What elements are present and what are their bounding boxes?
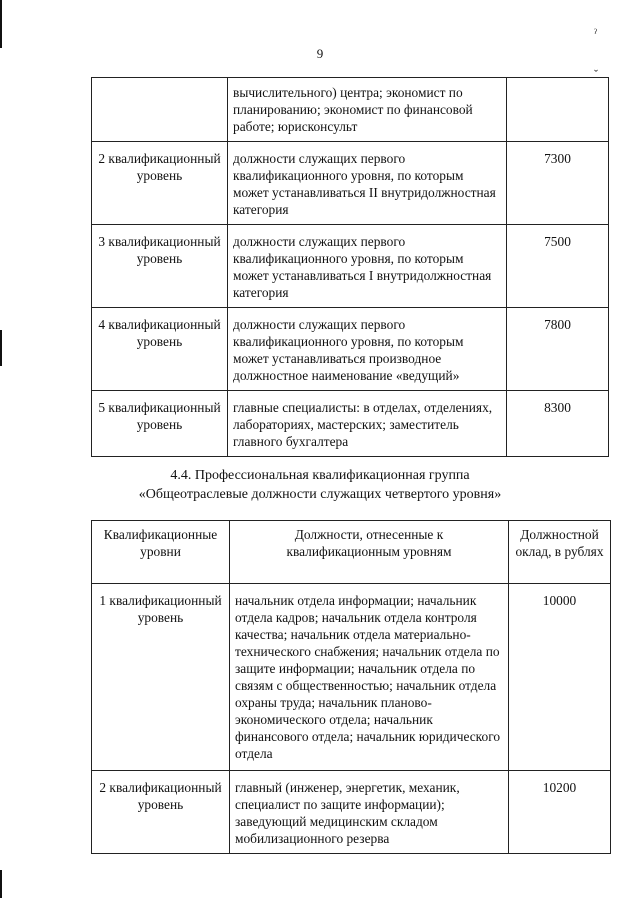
page-number: 9 (316, 46, 324, 61)
bottom-salary-table (91, 520, 611, 854)
scan-mark: ˬ (594, 58, 598, 72)
table-row (92, 584, 611, 771)
salary-cell: 8300 (507, 391, 609, 457)
table-row (92, 391, 609, 457)
positions-cell: главный (инженер, энергетик, механик, специалист по защите информации); заведующий медицинским складом мобилизационного резерва (230, 771, 509, 854)
level-cell: 2 квалификационный уровень (92, 771, 230, 854)
salary-cell: 7500 (507, 225, 609, 308)
table-row (92, 308, 609, 391)
table-row (92, 78, 609, 142)
table-row (92, 771, 611, 854)
table-row (92, 142, 609, 225)
salary-cell: 7800 (507, 308, 609, 391)
header-salary: Должностной оклад, в рублях (509, 521, 611, 584)
positions-cell: начальник отдела информации; начальник отдела кадров; начальник отдела контроля качества; начальник отдела материально-технического снабжения; начальник отдела по защите информации; начальник отдела по связям с общественностью; начальник отдела охраны труда; начальник планово-экономического отдела; начальник финансового отдела; начальник юридического отдела (230, 584, 509, 771)
positions-cell: должности служащих первого квалификационного уровня, по которым может устанавливаться производное должностное наименование «ведущий» (228, 308, 507, 391)
group-title (0, 466, 640, 504)
scan-mark: ˀ (594, 26, 597, 40)
positions-cell: главные специалисты: в отделах, отделениях, лабораториях, мастерских; заместитель главного бухгалтера (228, 391, 507, 457)
level-cell (92, 78, 228, 142)
header-level: Квалификационные уровни (92, 521, 230, 584)
scan-edge (0, 870, 2, 898)
positions-cell: должности служащих первого квалификационного уровня, по которым может устанавливаться II внутридолжностная категория (228, 142, 507, 225)
group-title-line: 4.4. Профессиональная квалификационная группа (170, 468, 470, 483)
salary-cell: 10000 (509, 584, 611, 771)
level-cell: 5 квалификационный уровень (92, 391, 228, 457)
positions-cell: должности служащих первого квалификационного уровня, по которым может устанавливаться I внутридолжностная категория (228, 225, 507, 308)
scan-edge (0, 330, 2, 366)
scan-edge (0, 0, 2, 48)
salary-cell: 10200 (509, 771, 611, 854)
level-cell: 3 квалификационный уровень (92, 225, 228, 308)
salary-cell: 7300 (507, 142, 609, 225)
table-header-row (92, 521, 611, 584)
positions-cell: вычислительного) центра; экономист по планированию; экономист по финансовой работе; юрисконсульт (228, 78, 507, 142)
header-positions: Должности, отнесенные к квалификационным уровням (230, 521, 509, 584)
group-title-line: «Общеотраслевые должности служащих четвертого уровня» (138, 487, 502, 502)
level-cell: 4 квалификационный уровень (92, 308, 228, 391)
salary-cell (507, 78, 609, 142)
top-salary-table (91, 77, 609, 457)
level-cell: 1 квалификационный уровень (92, 584, 230, 771)
level-cell: 2 квалификационный уровень (92, 142, 228, 225)
table-row (92, 225, 609, 308)
